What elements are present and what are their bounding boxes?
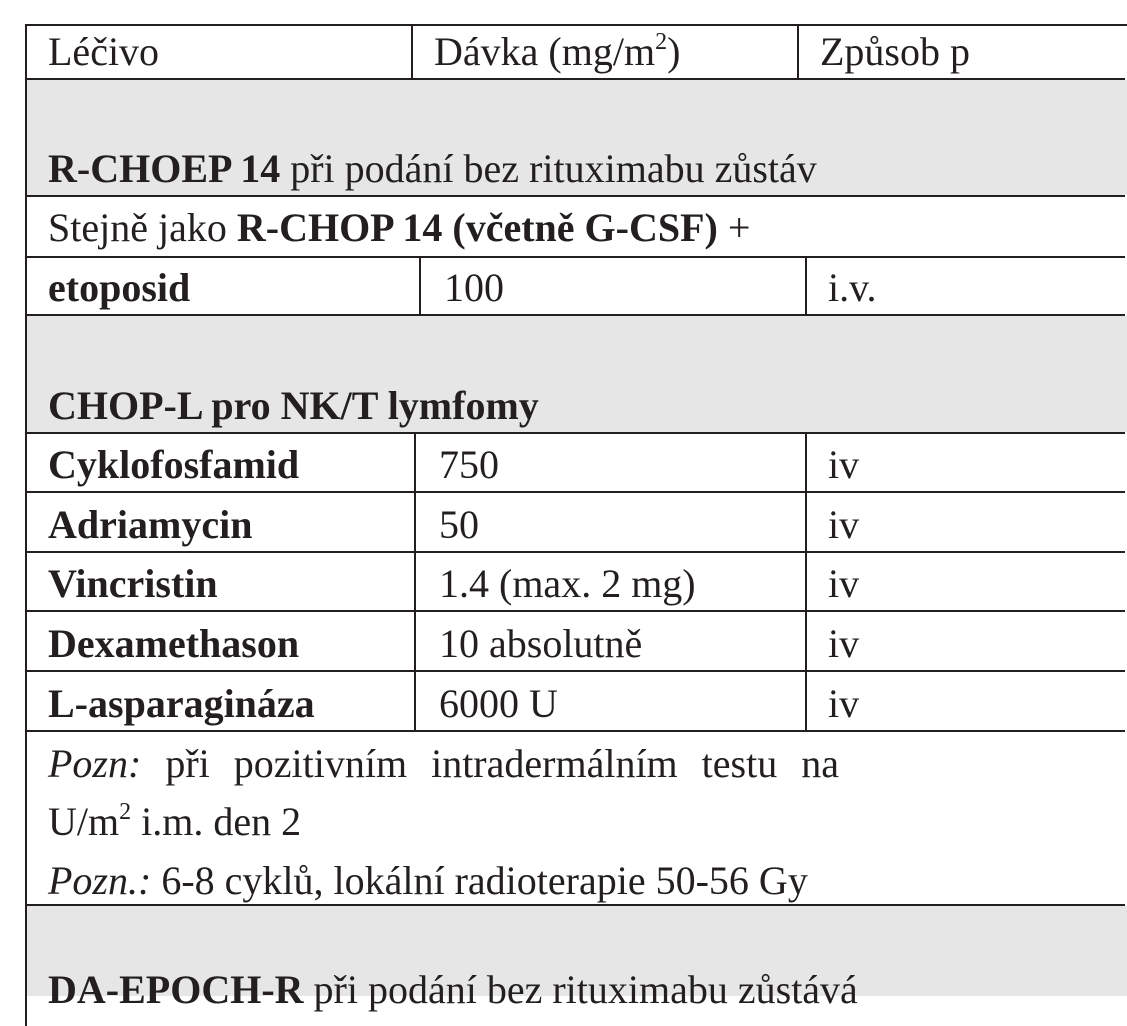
note-text: i.m. den 2 xyxy=(131,799,302,844)
rchoep-same-suffix: + xyxy=(717,205,751,250)
note-label: Pozn: xyxy=(48,741,142,786)
column-divider xyxy=(411,25,413,79)
chopl-dose: 10 absolutně xyxy=(439,621,643,666)
header-dose xyxy=(434,29,681,74)
chopl-drug: Vincristin xyxy=(48,561,218,606)
rchoep-title-bold: R-CHOEP 14 xyxy=(48,146,281,191)
next-section-title-bold: DA-EPOCH-R xyxy=(48,967,304,1012)
row-divider xyxy=(25,491,1125,493)
column-divider xyxy=(419,257,421,315)
next-section-title xyxy=(48,967,858,1012)
note-text: při pozitivním intradermálním testu na xyxy=(141,741,839,786)
row-divider xyxy=(25,730,1125,732)
rchoep-title-rest: při podání bez rituximabu zůstáv xyxy=(280,146,817,191)
row-divider xyxy=(25,904,1125,906)
row-divider xyxy=(25,256,1125,258)
header-dose-exponent: 2 xyxy=(655,29,668,55)
row-divider xyxy=(25,670,1125,672)
rchoep-same-as xyxy=(48,205,751,250)
chopl-route: iv xyxy=(828,681,860,726)
chopl-title: CHOP-L pro NK/T lymfomy xyxy=(48,383,539,428)
header-route: Způsob p xyxy=(820,29,970,74)
next-section-title-rest: při podání bez rituximabu zůstává xyxy=(303,967,858,1012)
row-divider xyxy=(25,195,1125,197)
chopl-dose: 50 xyxy=(439,502,479,547)
chopl-drug: Dexamethason xyxy=(48,621,300,666)
rchoep-dose: 100 xyxy=(444,265,504,310)
chopl-drug: Adriamycin xyxy=(48,502,253,547)
rchoep-same-bold: R-CHOP 14 (včetně G-CSF) xyxy=(236,205,718,250)
chopl-drug: L-asparagináza xyxy=(48,681,315,726)
chopl-drug: Cyklofosfamid xyxy=(48,442,300,487)
chopl-dose: 6000 U xyxy=(439,681,558,726)
column-divider xyxy=(805,433,807,731)
chopl-route: iv xyxy=(828,442,860,487)
column-divider xyxy=(414,433,416,731)
row-divider xyxy=(25,610,1125,612)
note-label: Pozn.: xyxy=(48,858,152,903)
header-dose-text: Dávka (mg/m xyxy=(434,29,656,74)
column-divider xyxy=(805,257,807,315)
note-text: 6-8 cyklů, lokální radioterapie 50-56 Gy xyxy=(151,858,808,903)
rchoep-same-prefix: Stejně jako xyxy=(48,205,237,250)
chopl-dose: 750 xyxy=(439,442,499,487)
chopl-route: iv xyxy=(828,621,860,666)
header-drug: Léčivo xyxy=(48,29,160,74)
chopl-note-2 xyxy=(48,858,808,903)
chopl-route: iv xyxy=(828,561,860,606)
column-divider xyxy=(797,25,799,79)
row-divider xyxy=(25,314,1125,316)
note-unit-exponent: 2 xyxy=(119,799,132,825)
chopl-note-1 xyxy=(48,741,839,786)
row-divider xyxy=(25,551,1125,553)
rchoep-drug: etoposid xyxy=(48,265,191,310)
header-dose-close: ) xyxy=(667,29,681,74)
note-unit: U/m xyxy=(48,799,120,844)
chopl-dose: 1.4 (max. 2 mg) xyxy=(439,561,696,606)
rchoep-title xyxy=(48,146,817,191)
row-divider xyxy=(25,78,1125,80)
chopl-note-1-continued xyxy=(48,799,302,844)
rchoep-route: i.v. xyxy=(828,265,877,310)
row-divider xyxy=(25,432,1125,434)
chopl-route: iv xyxy=(828,502,860,547)
